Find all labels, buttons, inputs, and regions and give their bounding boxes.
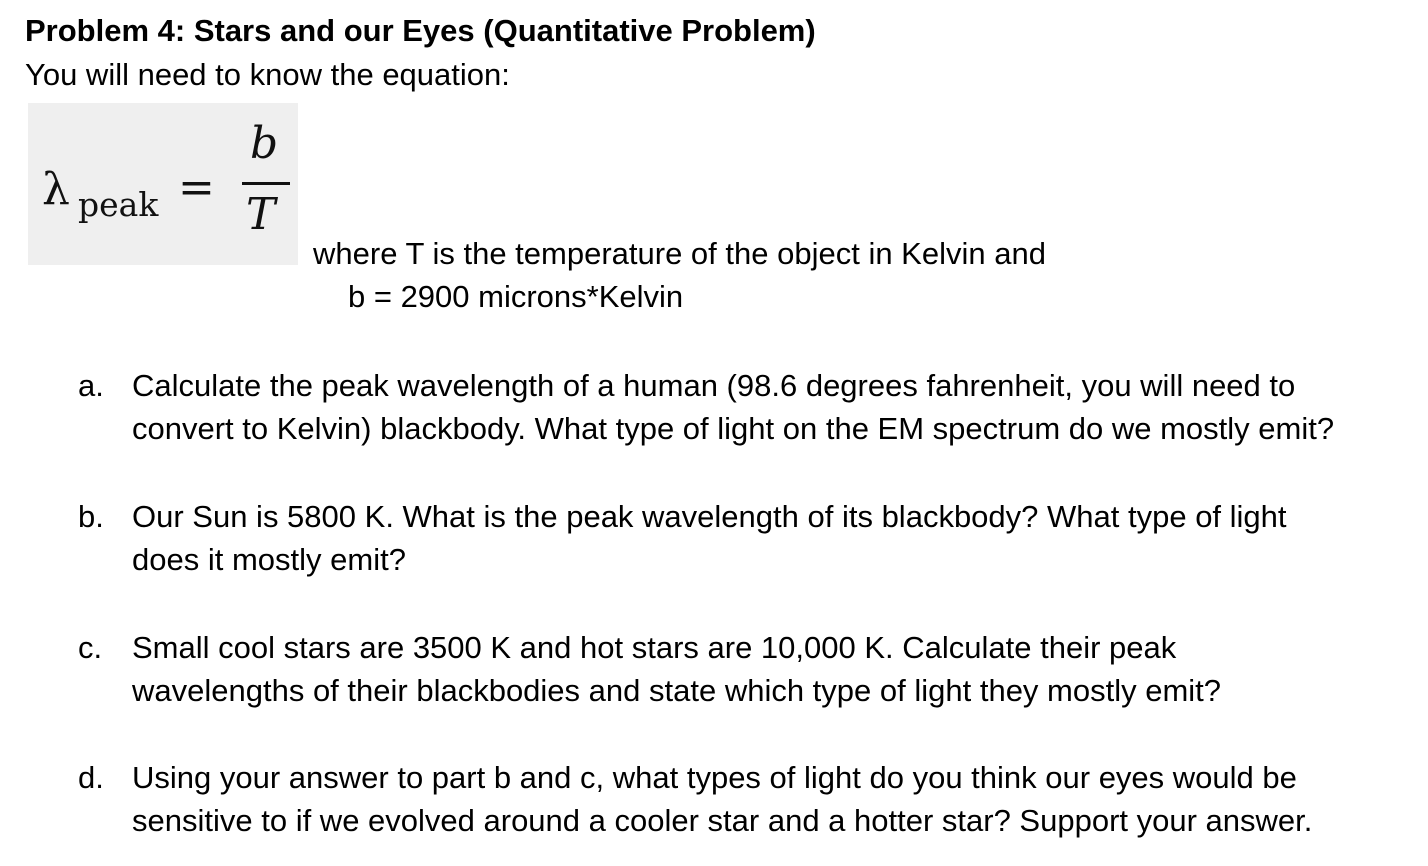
where-text: where T is the temperature of the object in Kelvin and xyxy=(313,236,1046,271)
question-line: Using your answer to part b and c, what types of light do you think our eyes would be xyxy=(132,760,1297,795)
question-marker: d. xyxy=(78,760,104,795)
question-marker: b. xyxy=(78,499,104,534)
constant-definition: b = 2900 microns*Kelvin xyxy=(348,279,684,314)
question-text xyxy=(132,756,1424,842)
question-marker: a. xyxy=(78,368,104,403)
question-text xyxy=(132,626,1424,712)
equation-denominator: T xyxy=(246,189,276,240)
intro-text: You will need to know the equation: xyxy=(25,57,510,92)
question-line: sensitive to if we evolved around a cooler star and a hotter star? Support your answer. xyxy=(132,803,1313,838)
equation-numerator: b xyxy=(250,118,279,169)
equation-equals: = xyxy=(178,162,215,213)
question-marker: c. xyxy=(78,630,103,665)
question-line: Our Sun is 5800 K. What is the peak wavelength of its blackbody? What type of light xyxy=(132,499,1287,534)
question-line: Calculate the peak wavelength of a human (98.6 degrees fahrenheit, you will need to xyxy=(132,368,1296,403)
fraction-bar xyxy=(242,182,290,185)
equation-lambda: λ xyxy=(42,164,70,215)
question-line: wavelengths of their blackbodies and state which type of light they mostly emit? xyxy=(132,673,1222,708)
question-line: Small cool stars are 3500 K and hot stars are 10,000 K. Calculate their peak xyxy=(132,630,1177,665)
question-line: does it mostly emit? xyxy=(132,542,406,577)
problem-title: Problem 4: Stars and our Eyes (Quantitative Problem) xyxy=(25,13,816,48)
question-line: convert to Kelvin) blackbody. What type of light on the EM spectrum do we mostly emit? xyxy=(132,411,1335,446)
equation-subscript: peak xyxy=(78,185,159,224)
question-text xyxy=(132,495,1424,581)
question-text xyxy=(132,364,1424,450)
equation-image xyxy=(28,103,298,265)
